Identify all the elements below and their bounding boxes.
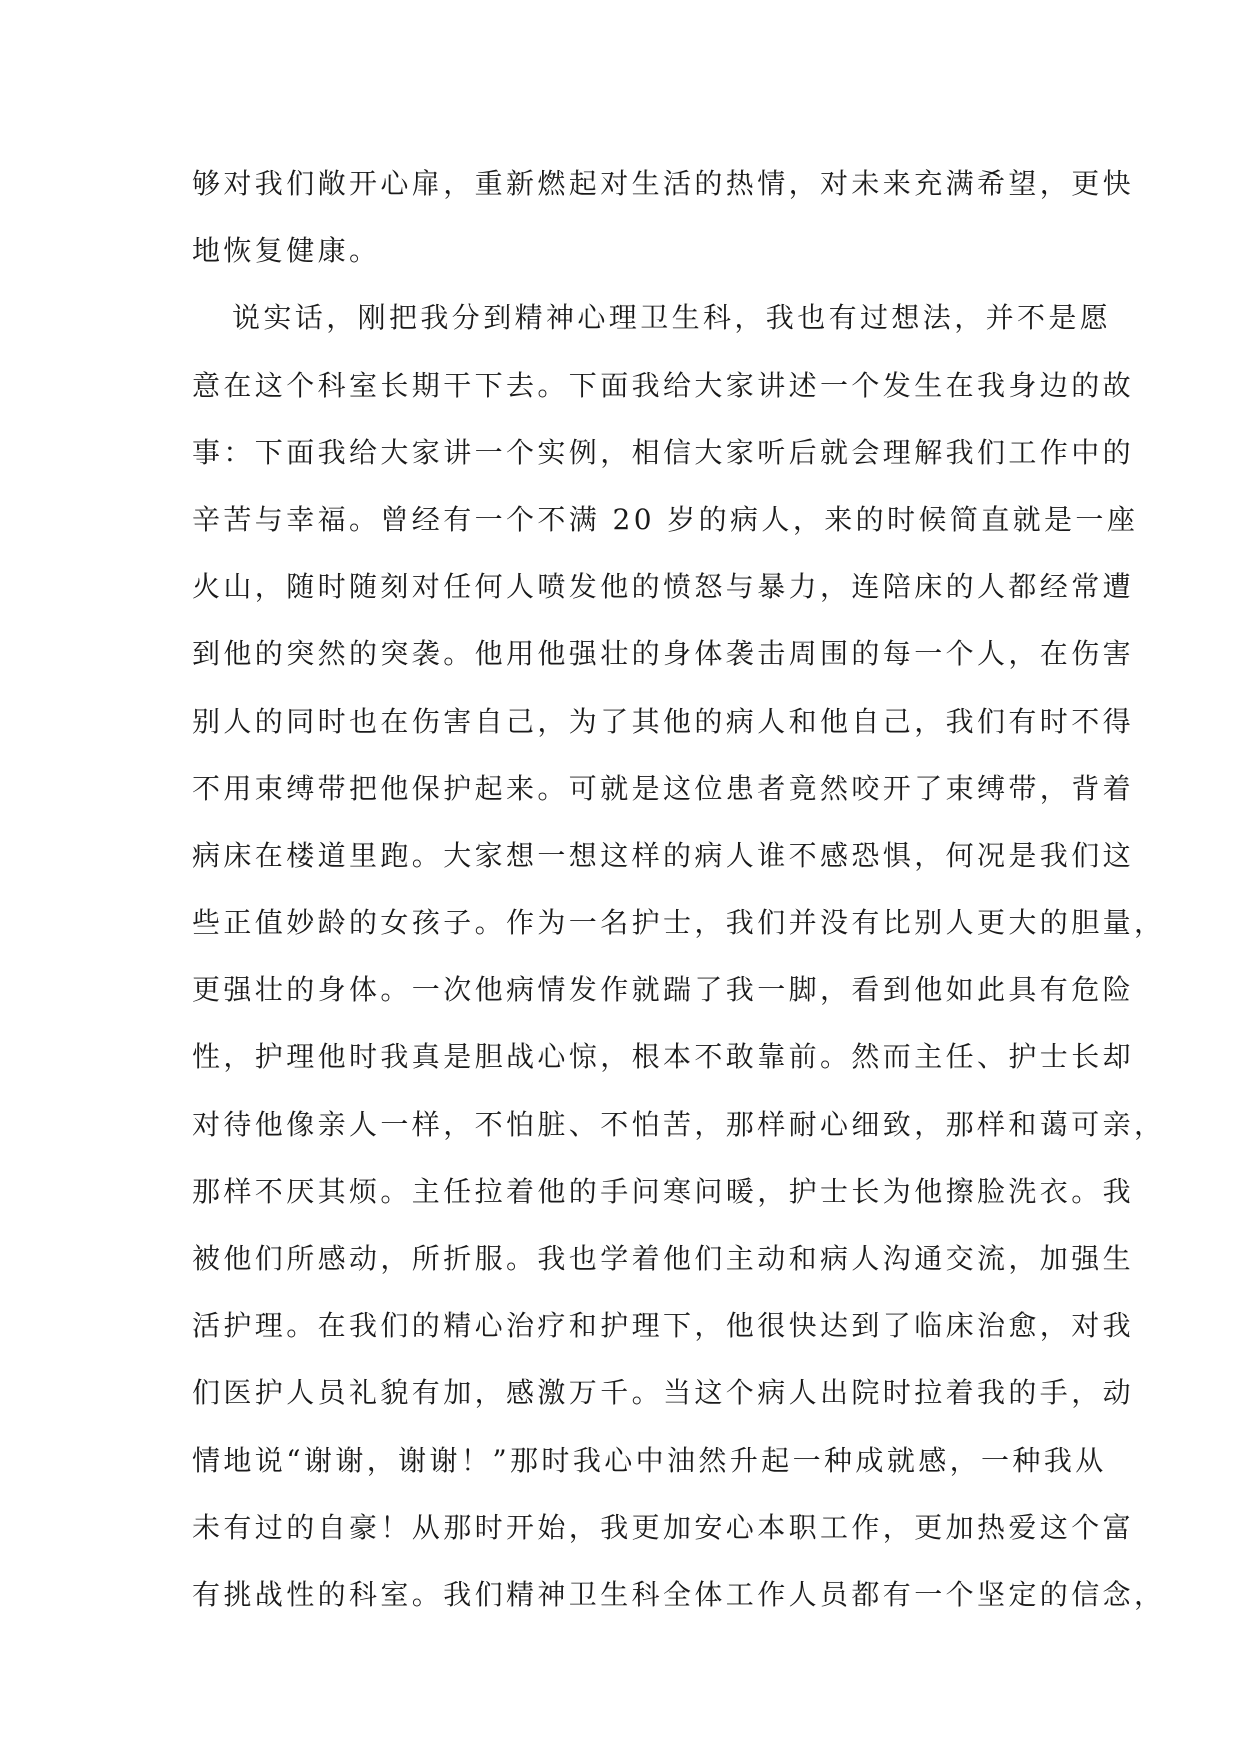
text-line: 些正值妙龄的女孩子。作为一名护士，我们并没有比别人更大的胆量， bbox=[192, 906, 1166, 940]
text-line: 被他们所感动，所折服。我也学着他们主动和病人沟通交流，加强生 bbox=[192, 1242, 1135, 1275]
text-line: 更强壮的身体。一次他病情发作就踹了我一脚，看到他如此具有危险 bbox=[192, 973, 1135, 1007]
text-line: 地恢复健康。 bbox=[192, 234, 381, 268]
text-line: 够对我们敞开心扉，重新燃起对生活的热情，对未来充满希望，更快 bbox=[192, 167, 1135, 200]
text-line: 情地说“谢谢，谢谢！”那时我心中油然升起一种成就感，一种我从 bbox=[192, 1443, 1107, 1477]
text-line: 不用束缚带把他保护起来。可就是这位患者竟然咬开了束缚带，背着 bbox=[192, 771, 1135, 805]
text-line: 性，护理他时我真是胆战心惊，根本不敢靠前。然而主任、护士长却 bbox=[192, 1040, 1135, 1074]
text-line: 未有过的自豪！从那时开始，我更加安心本职工作，更加热爱这个富 bbox=[192, 1510, 1135, 1544]
text-line: 火山，随时随刻对任何人喷发他的愤怒与暴力，连陪床的人都经常遭 bbox=[192, 570, 1135, 604]
text-line: 辛苦与幸福。曾经有一个不满 20 岁的病人，来的时候简直就是一座 bbox=[192, 502, 1139, 536]
text-line: 事：下面我给大家讲一个实例，相信大家听后就会理解我们工作中的 bbox=[192, 435, 1135, 469]
body-text bbox=[192, 150, 1166, 1628]
text-line: 对待他像亲人一样，不怕脏、不怕苦，那样耐心细致，那样和蔼可亲， bbox=[192, 1107, 1166, 1141]
text-line: 意在这个科室长期干下去。下面我给大家讲述一个发生在我身边的故 bbox=[192, 368, 1135, 402]
text-line: 别人的同时也在伤害自己，为了其他的病人和他自己，我们有时不得 bbox=[192, 704, 1135, 738]
text-line: 病床在楼道里跑。大家想一想这样的病人谁不感恐惧，何况是我们这 bbox=[192, 838, 1135, 872]
text-line: 那样不厌其烦。主任拉着他的手问寒问暖，护士长为他擦脸洗衣。我 bbox=[192, 1174, 1135, 1208]
paragraph-start-line: 说实话，刚把我分到精神心理卫生科，我也有过想法，并不是愿 bbox=[232, 301, 1112, 335]
text-line: 活护理。在我们的精心治疗和护理下，他很快达到了临床治愈，对我 bbox=[192, 1309, 1135, 1343]
text-line: 到他的突然的突袭。他用他强壮的身体袭击周围的每一个人，在伤害 bbox=[192, 637, 1135, 671]
text-line: 有挑战性的科室。我们精神卫生科全体工作人员都有一个坚定的信念， bbox=[192, 1577, 1166, 1611]
text-line: 们医护人员礼貌有加，感激万千。当这个病人出院时拉着我的手，动 bbox=[192, 1376, 1135, 1410]
